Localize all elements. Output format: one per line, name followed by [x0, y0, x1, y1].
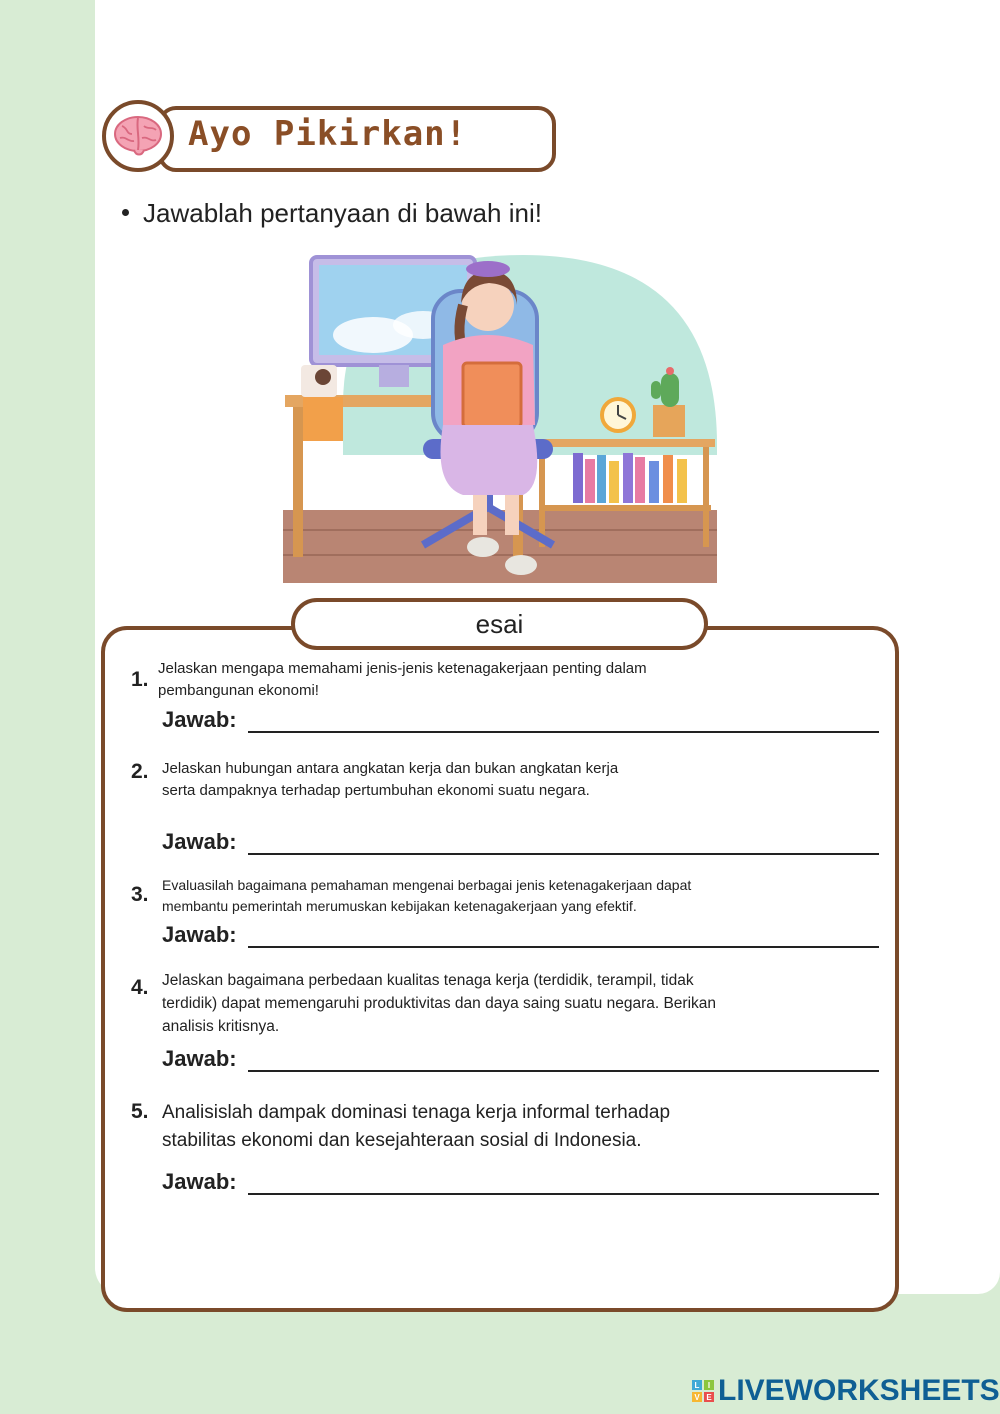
question-text [162, 758, 618, 802]
answer-line-2[interactable] [248, 853, 879, 855]
question-line: Jelaskan mengapa memahami jenis-jenis ketenagakerjaan penting dalam [158, 660, 647, 677]
answer-label: Jawab: [162, 1046, 237, 1071]
instruction-text: Jawablah pertanyaan di bawah ini! [143, 198, 542, 228]
answer-line-3[interactable] [248, 946, 879, 948]
question-number: 1. [131, 668, 149, 691]
student-desk-illustration [283, 255, 717, 583]
question-line: membantu pemerintah merumuskan kebijakan ketenagakerjaan yang efektif. [162, 898, 637, 914]
question-line: Jelaskan bagaimana perbedaan kualitas tenaga kerja (terdidik, terampil, tidak [162, 972, 694, 989]
answer-label: Jawab: [162, 1169, 237, 1194]
question-text [158, 658, 647, 702]
brain-icon [112, 114, 164, 158]
answer-line-5[interactable] [248, 1193, 879, 1195]
answer-line-4[interactable] [248, 1070, 879, 1072]
question-line: serta dampaknya terhadap pertumbuhan ekonomi suatu negara. [162, 782, 590, 799]
question-number: 3. [131, 883, 149, 906]
question-line: stabilitas ekonomi dan kesejahteraan sosial di Indonesia. [162, 1130, 642, 1151]
question-line: terdidik) dapat memengaruhi produktivitas dan daya saing suatu negara. Berikan [162, 995, 717, 1012]
section-label: esai [291, 598, 708, 650]
question-text [162, 969, 716, 1038]
answer-label: Jawab: [162, 922, 237, 947]
question-line: Analisislah dampak dominasi tenaga kerja informal terhadap [162, 1102, 671, 1123]
logo-icon: L I V E [692, 1380, 714, 1402]
question-number: 5. [131, 1100, 149, 1123]
bullet-icon [122, 209, 129, 216]
instruction [122, 198, 542, 229]
brand-name: LIVEWORKSHEETS [718, 1374, 1000, 1407]
brain-icon-badge [102, 100, 174, 172]
liveworksheets-logo[interactable] [692, 1374, 1000, 1408]
answer-label: Jawab: [162, 829, 237, 854]
question-text [162, 1099, 670, 1155]
question-number: 2. [131, 760, 149, 783]
answer-label: Jawab: [162, 707, 237, 732]
question-line: analisis kritisnya. [162, 1018, 280, 1035]
question-line: pembangunan ekonomi! [158, 682, 319, 699]
question-line: Evaluasilah bagaimana pemahaman mengenai berbagai jenis ketenagakerjaan dapat [162, 877, 692, 893]
question-text [162, 875, 691, 917]
question-number: 4. [131, 976, 149, 999]
answer-line-1[interactable] [248, 731, 879, 733]
question-line: Jelaskan hubungan antara angkatan kerja dan bukan angkatan kerja [162, 760, 619, 777]
page-title: Ayo Pikirkan! [188, 114, 468, 154]
